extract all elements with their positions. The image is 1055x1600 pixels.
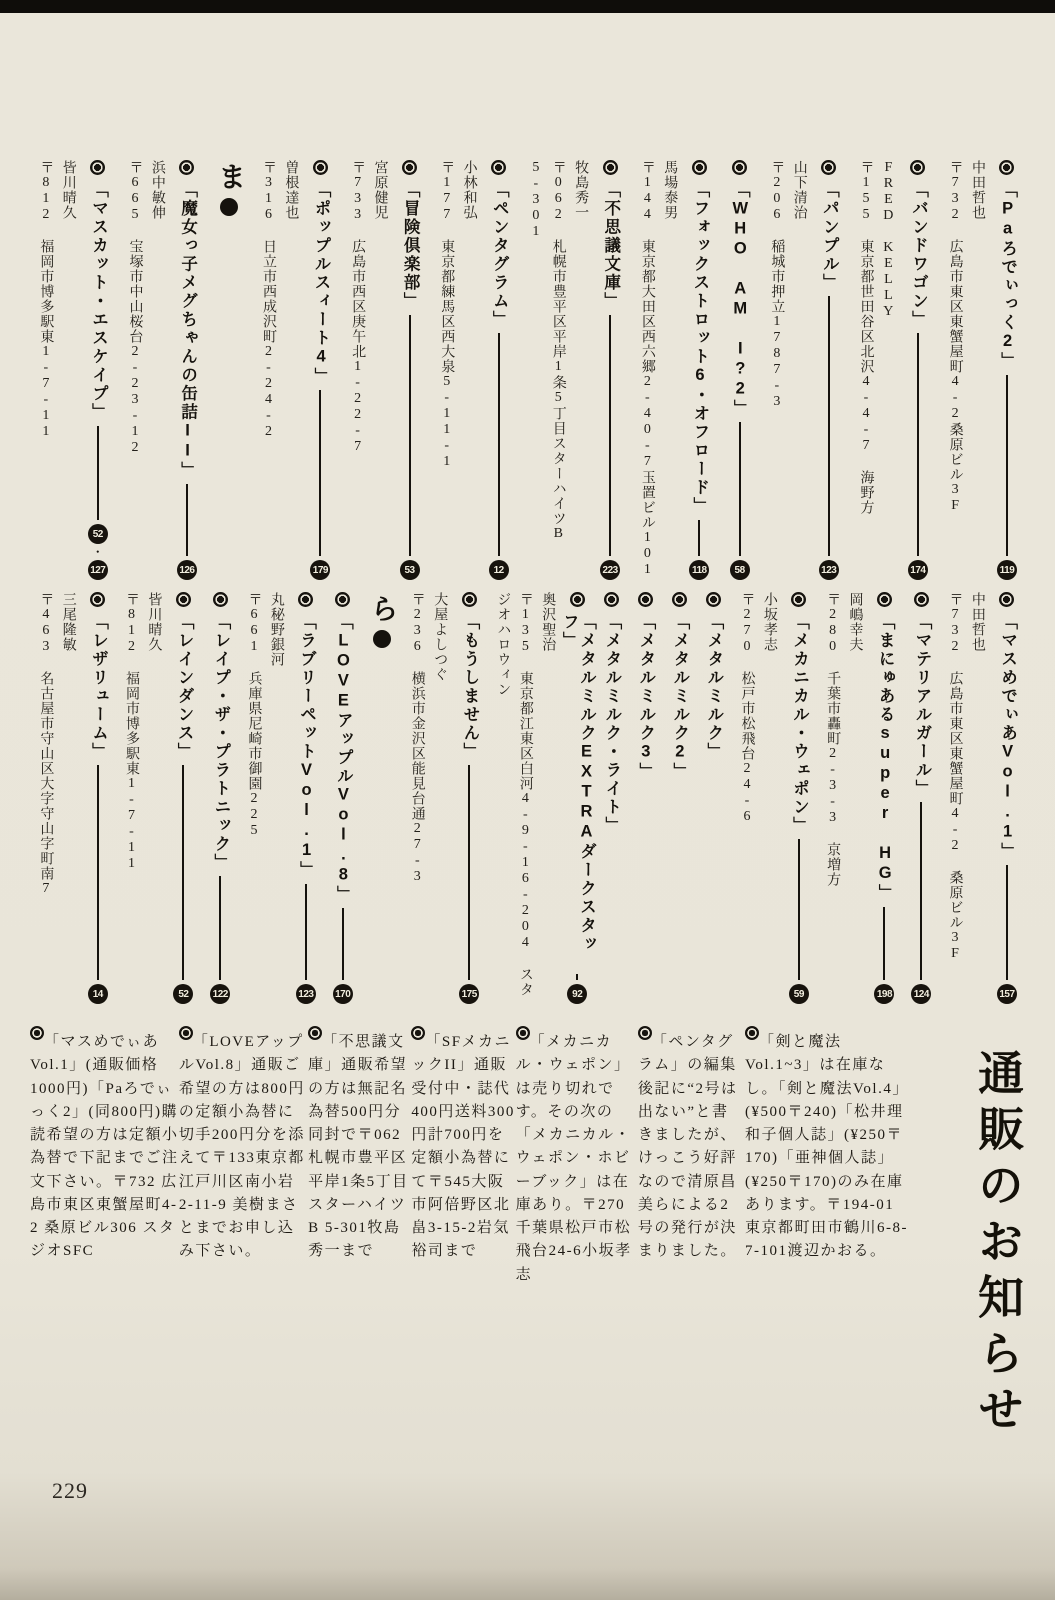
entry-title: 「Paろでぃっく2」 <box>998 181 1017 371</box>
entry-contact <box>854 160 899 580</box>
entry-author: 大屋よしつぐ <box>432 592 448 682</box>
leader-line <box>576 974 578 980</box>
entry-author: 岡嶋幸夫 <box>847 592 863 652</box>
directory-entry <box>328 592 358 1004</box>
leader-line <box>609 315 611 557</box>
section-marker <box>212 160 246 580</box>
directory-entry <box>821 592 900 1004</box>
entry-title: 「レザリューム」 <box>89 613 108 761</box>
entry-title-column <box>814 160 844 580</box>
entry-title-column <box>560 592 596 1004</box>
bullet-icon <box>672 592 687 607</box>
directory-entry <box>906 592 936 1004</box>
page-ref-badge: 223 <box>600 560 620 580</box>
page-ref-badge: 118 <box>689 560 709 580</box>
entry-contact <box>524 160 591 580</box>
bullet-icon <box>791 592 806 607</box>
entry-title-column <box>992 592 1022 1004</box>
entry-title: 「メタルミルク2」 <box>670 613 689 781</box>
bullet-icon <box>999 160 1014 175</box>
directory-entry <box>635 160 714 580</box>
directory-entry <box>242 592 321 1004</box>
entry-contact <box>257 160 302 580</box>
page-ref-badge: 123 <box>819 560 839 580</box>
entry-contact <box>735 592 780 1004</box>
bullet-icon <box>90 160 105 175</box>
page-ref-badge: 124 <box>911 984 931 1004</box>
bullet-icon <box>638 592 653 607</box>
page-ref-badge: 179 <box>310 560 330 580</box>
entry-address: 〒661 兵庫県尼崎市御園225 <box>246 592 262 839</box>
entry-contact <box>34 592 79 1004</box>
leader-line <box>698 520 700 557</box>
notice-text: 「メカニカル・ウェポン」は売り切れです。その次の「メカニカル・ウェポン・ホビーブック」は在庫あり。〒270千葉県松戸市松飛台24-6小坂孝志 <box>515 1034 632 1283</box>
entry-title: 「メタルミルク・ライト」 <box>602 613 621 835</box>
page-ref-badge: 52 <box>173 984 193 1004</box>
entry-title: 「メタルミルクEXTRAダークスタッフ」 <box>560 613 596 954</box>
directory-entry <box>854 160 933 580</box>
entry-title-column <box>869 592 899 1004</box>
leader-line <box>917 333 919 556</box>
page-ref-badge: 123 <box>296 984 316 1004</box>
section-dot-icon <box>373 630 391 648</box>
entry-contact <box>943 160 988 580</box>
bullet-icon <box>570 592 585 607</box>
entry-address: 〒812 福岡市博多駅東1-7-11 <box>38 160 54 440</box>
page-ref-badge: 53 <box>400 560 420 580</box>
entry-title: 「レインダンス」 <box>175 613 194 761</box>
leader-line <box>798 839 800 980</box>
notice-text: 「SFメカニックII」通販受付中・誌代400円送料300円計700円を定額小為替にて〒545大阪市阿倍野区北畠3-15-2岩気裕司まで <box>411 1034 515 1260</box>
entry-title-column <box>168 592 198 1004</box>
bullet-icon <box>603 160 618 175</box>
entry-title-column <box>630 592 660 1004</box>
notice-item <box>638 1026 745 1462</box>
page-ref-badge: 12 <box>489 560 509 580</box>
entry-address: 〒236 横浜市金沢区能見台通27-3 <box>409 592 425 885</box>
entry-contact <box>435 160 480 580</box>
notice-item <box>179 1026 308 1462</box>
entry-address: 〒155 東京都世田谷区北沢4-4-7 海野方 <box>858 160 874 515</box>
bullet-icon <box>745 1026 759 1040</box>
entry-title: 「魔女っ子メグちゃんの缶詰II」 <box>178 181 197 480</box>
directory-entry <box>435 160 514 580</box>
section-dot-icon <box>220 198 238 216</box>
bullet-icon <box>313 160 328 175</box>
leader-line <box>409 315 411 557</box>
leader-line <box>97 765 99 980</box>
entry-contact <box>123 160 168 580</box>
directory-entry <box>943 160 1022 580</box>
leader-line <box>186 484 188 556</box>
entry-title-column <box>784 592 814 1004</box>
page-ref-badge: 126 <box>177 560 197 580</box>
entry-title-column <box>305 160 335 580</box>
page-ref-badge: 59 <box>789 984 809 1004</box>
entry-author: 中田哲也 <box>969 160 985 220</box>
entry-title: 「冒険倶楽部」 <box>401 181 420 311</box>
entry-address: 〒177 東京都練馬区西大泉5-11-1 <box>439 160 455 470</box>
notice-text: 「LOVEアップルVol.8」通販ご希望の方は800円の定額小為替に切手200円分を添えて〒133東京都江戸川区南小岩2-11-9 美樹まさとまでお申し込み下さい。 <box>178 1034 305 1260</box>
entry-author: 丸秘野銀河 <box>268 592 284 667</box>
entry-address: 〒135 東京都江東区白河4-9-16-204 スタジオハロウィン <box>495 592 533 997</box>
page-ref-badge: 157 <box>997 984 1017 1004</box>
entry-address: 〒062 札幌市豊平区平岸1条5丁目スターハイツB 5-301 <box>528 160 566 542</box>
directory-band-2 <box>34 592 1022 1004</box>
leader-line <box>342 908 344 980</box>
entry-address: 〒732 広島市東区東蟹屋町4-2 桑原ビル3F <box>947 592 963 962</box>
leader-line <box>828 296 830 556</box>
entry-address: 〒270 松戸市松飛台24-6 <box>739 592 755 825</box>
entry-contact <box>346 160 391 580</box>
leader-line <box>319 390 321 556</box>
notice-item <box>30 1026 179 1462</box>
notice-item <box>411 1026 515 1462</box>
directory-entry <box>524 160 625 580</box>
bullet-icon <box>179 160 194 175</box>
entry-author: 牧島秀一 <box>573 160 589 220</box>
entry-address: 〒463 名古屋市守山区大字守山字町南7 <box>38 592 54 897</box>
bullet-icon <box>411 1026 425 1040</box>
leader-line <box>219 876 221 980</box>
entry-title-column <box>484 160 514 580</box>
section-label: ま <box>214 162 246 190</box>
bullet-icon <box>999 592 1014 607</box>
entry-title: 「まにゅあるsuper HG」 <box>876 613 895 903</box>
entry-title: 「ペンタグラム」 <box>490 181 509 329</box>
entry-title-column <box>205 592 235 1004</box>
leader-line <box>305 884 307 981</box>
entry-contact <box>491 592 558 1004</box>
entry-address: 〒812 福岡市博多駅東1-7-11 <box>124 592 140 872</box>
bullet-icon <box>692 160 707 175</box>
page-ref-badge: 52 <box>88 524 108 544</box>
directory-entry <box>120 592 199 1004</box>
leader-line <box>739 422 741 556</box>
entry-contact <box>765 160 810 580</box>
page-ref-badge: 127 <box>88 560 108 580</box>
notice-band <box>30 1022 1030 1462</box>
entry-title-column <box>395 160 425 580</box>
bullet-icon <box>213 592 228 607</box>
page-number: 229 <box>52 1478 88 1503</box>
entry-author: FRED KELLY <box>880 160 896 320</box>
notice-item <box>308 1026 411 1462</box>
page-ref-badge: 198 <box>874 984 894 1004</box>
entry-author: 皆川晴久 <box>60 160 76 220</box>
page-ref-badge: 174 <box>908 560 928 580</box>
entry-address: 〒206 稲城市押立1787-3 <box>769 160 785 410</box>
bullet-icon <box>308 1026 322 1040</box>
bullet-icon <box>821 160 836 175</box>
entry-title: 「不思議文庫」 <box>601 181 620 311</box>
entry-contact <box>242 592 287 1004</box>
entry-title-column <box>83 592 113 1004</box>
bullet-icon <box>516 1026 530 1040</box>
notice-text: 「剣と魔法Vol.1~3」は在庫なし。「剣と魔法Vol.4」(¥500〒240)「松井理和子個人誌」(¥250〒170)「亜神個人誌」(¥250〒170)のみ在庫あります。〒194-01東京都町田市鶴川6-8-7-101渡辺かおる。 <box>745 1034 908 1260</box>
entry-title-column <box>725 160 755 580</box>
entry-title: 「ラブリーペットVol.1」 <box>297 613 316 880</box>
page-ref-badge: 14 <box>88 984 108 1004</box>
notice-item <box>745 1026 908 1462</box>
bullet-icon <box>176 592 191 607</box>
bullet-icon <box>910 160 925 175</box>
directory-band-1 <box>34 160 1022 580</box>
leader-line <box>1006 865 1008 980</box>
entry-title-column <box>595 160 625 580</box>
entry-address: 〒280 千葉市轟町2-3-3 京増方 <box>825 592 841 887</box>
directory-entry <box>491 592 728 1004</box>
page-ref-badge: 122 <box>210 984 230 1004</box>
entry-title-column <box>291 592 321 1004</box>
entry-author: 小坂孝志 <box>761 592 777 652</box>
entry-author: 奥沢聖治 <box>540 592 556 652</box>
entry-title: 「パンプル」 <box>820 181 839 292</box>
entry-title: 「マスめでぃあVol.1」 <box>998 613 1017 861</box>
bullet-icon <box>638 1026 652 1040</box>
bullet-icon <box>491 160 506 175</box>
entry-title: 「メタルミルク3」 <box>636 613 655 781</box>
notice-list <box>30 1022 934 1462</box>
entry-title: 「マテリアルガール」 <box>912 613 931 798</box>
directory-entry <box>405 592 484 1004</box>
page-ref-badge: 170 <box>333 984 353 1004</box>
number-separator: ・ <box>91 545 104 559</box>
page-ref-badge: 58 <box>730 560 750 580</box>
notice-text: 「マスめでぃあVol.1」(通販価格1000円)「Paろでぃっく2」(同800円)購読希望の方は定額小為替で下記までご注文下さい。〒732 広島市東区東蟹屋町4-2 桑原ビル306 スタジオSFC <box>29 1034 179 1260</box>
entry-address: 〒316 日立市西成沢町2-24-2 <box>260 160 276 440</box>
directory-entry <box>943 592 1022 1004</box>
leader-line <box>920 802 922 980</box>
section-label: ら <box>366 594 398 622</box>
entry-contact <box>120 592 165 1004</box>
bullet-icon <box>877 592 892 607</box>
leader-line <box>97 426 99 521</box>
entry-title: 「WHO AM I?2」 <box>731 181 750 418</box>
entry-title-column <box>992 160 1022 580</box>
entry-address: 〒144 東京都大田区西六郷2-40-7玉置ビル101 <box>639 160 655 578</box>
bullet-icon <box>604 592 619 607</box>
entry-title-column <box>664 592 694 1004</box>
entry-address: 〒665 宝塚市中山桜台2-23-12 <box>127 160 143 456</box>
entry-contact <box>34 160 79 580</box>
entry-title-column <box>698 592 728 1004</box>
page-ref-badge: 92 <box>567 984 587 1004</box>
leader-line <box>498 333 500 556</box>
page-top-ink-bar <box>0 0 1055 13</box>
entry-title: 「バンドワゴン」 <box>909 181 928 329</box>
directory-entry <box>123 160 202 580</box>
entry-title-column <box>83 160 113 580</box>
entry-title-column <box>172 160 202 580</box>
bullet-icon <box>30 1026 44 1040</box>
entry-title: 「レイプ・ザ・プラトニック」 <box>211 613 230 872</box>
entry-title-column <box>596 592 626 1004</box>
bullet-icon <box>298 592 313 607</box>
entry-author: 浜中敏伸 <box>149 160 165 220</box>
entry-author: 三尾隆敏 <box>60 592 76 652</box>
bullet-icon <box>179 1026 193 1040</box>
leader-line <box>883 907 885 981</box>
entry-contact <box>405 592 450 1004</box>
entry-title: 「ポップルスィート4」 <box>312 181 331 386</box>
bullet-icon <box>402 160 417 175</box>
directory-entry <box>735 592 814 1004</box>
notice-text: 「ペンタグラム」の編集後記に“2号は出ない”と書きましたが、けっこう好評なので清原昌美らによる2号の発行が決まりました。 <box>637 1034 738 1260</box>
page-ref-badge: 175 <box>459 984 479 1004</box>
entry-title: 「マスカット・エスケイプ」 <box>89 181 108 422</box>
entry-contact <box>635 160 680 580</box>
bullet-icon <box>706 592 721 607</box>
entry-title-column <box>903 160 933 580</box>
directory-entry <box>725 160 755 580</box>
bullet-icon <box>90 592 105 607</box>
notice-item <box>516 1026 638 1462</box>
entry-title: 「メタルミルク」 <box>704 613 723 761</box>
entry-author: 宮原健児 <box>372 160 388 220</box>
directory-entry <box>205 592 235 1004</box>
entry-author: 山下清治 <box>791 160 807 220</box>
directory-entry <box>765 160 844 580</box>
leader-line <box>468 765 470 980</box>
leader-line <box>1006 375 1008 557</box>
directory-entry <box>34 160 113 580</box>
section-marker <box>365 592 399 1004</box>
entry-author: 小林和弘 <box>461 160 477 220</box>
entry-author: 中田哲也 <box>969 592 985 652</box>
bullet-icon <box>462 592 477 607</box>
entry-contact <box>821 592 866 1004</box>
bullet-icon <box>914 592 929 607</box>
leader-line <box>182 765 184 980</box>
entry-title-column <box>906 592 936 1004</box>
entry-contact <box>943 592 988 1004</box>
entry-address: 〒732 広島市東区東蟹屋町4-2桑原ビル3F <box>947 160 963 514</box>
notice-text: 「不思議文庫」通販希望の方は無記名為替500円分同封で〒062札幌市豊平区平岸1条5丁目スターハイツB 5-301牧島秀一まで <box>308 1034 409 1260</box>
entry-title-column <box>454 592 484 1004</box>
directory-entry <box>34 592 113 1004</box>
entry-author: 曽根達也 <box>283 160 299 220</box>
entry-author: 馬場泰男 <box>662 160 678 220</box>
entry-author: 皆川晴久 <box>146 592 162 652</box>
entry-address: 〒733 広島市西区庚午北1-22-7 <box>350 160 366 455</box>
entry-title: 「もうしません」 <box>460 613 479 761</box>
entry-title: 「LOVEアップルVol.8」 <box>334 613 353 904</box>
directory-entry <box>257 160 336 580</box>
page-title: 通販のお知らせ <box>972 1049 1023 1441</box>
page-ref-badge: 119 <box>997 560 1017 580</box>
bullet-icon <box>732 160 747 175</box>
entry-title: 「メカニカル・ウェポン」 <box>790 613 809 835</box>
entry-title-column <box>328 592 358 1004</box>
entry-title: 「フォックストロット6・オフロード」 <box>690 181 709 516</box>
entry-title-column <box>684 160 714 580</box>
directory-entry <box>346 160 425 580</box>
bullet-icon <box>335 592 350 607</box>
